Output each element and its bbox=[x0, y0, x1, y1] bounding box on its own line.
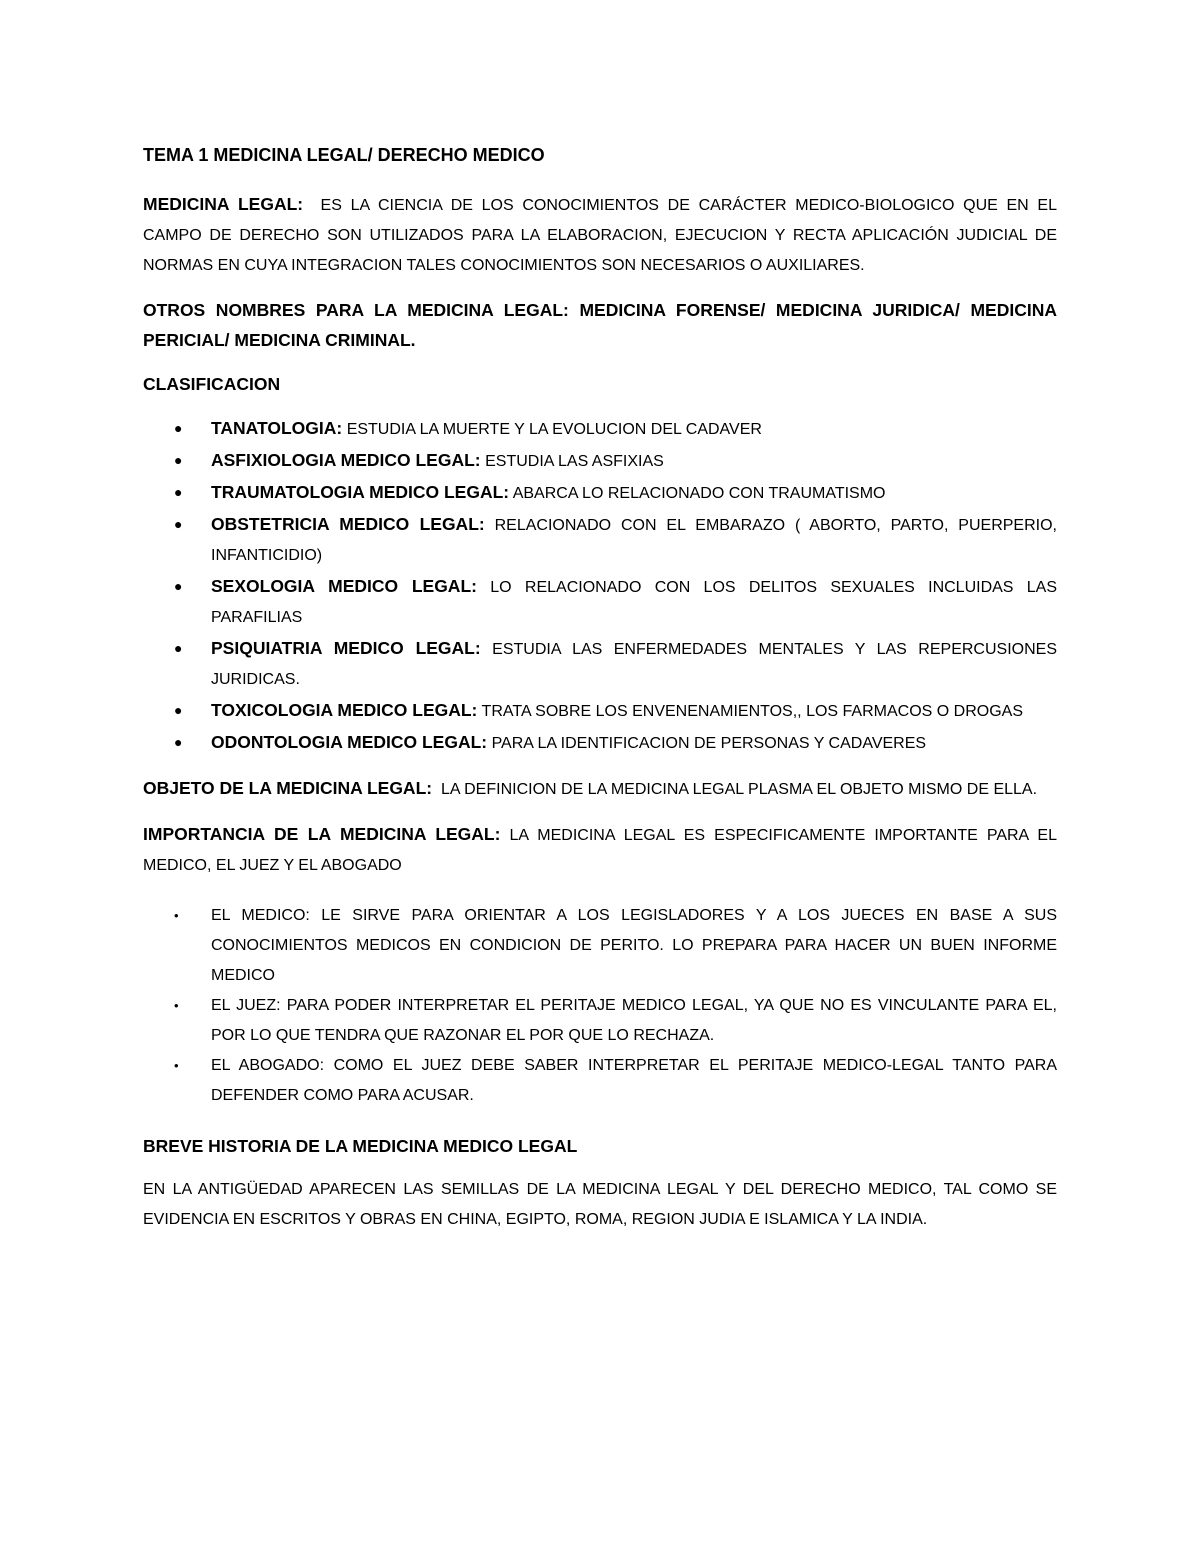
importance-paragraph bbox=[143, 819, 1057, 881]
list-item: • EL MEDICO: LE SIRVE PARA ORIENTAR A LOS LEGISLADORES Y A LOS JUECES EN BASE A SUS CONOCIMIENTOS MEDICOS EN CONDICION DE PERITO. LO PREPARA PARA HACER UN BUEN INFORME MEDICO bbox=[211, 901, 1057, 991]
bullet-icon: • bbox=[174, 1058, 179, 1073]
history-paragraph: EN LA ANTIGÜEDAD APARECEN LAS SEMILLAS DE LA MEDICINA LEGAL Y DEL DERECHO MEDICO, TAL COMO SE EVIDENCIA EN ESCRITOS Y OBRAS EN CHINA, EGIPTO, ROMA, REGION JUDIA E ISLAMICA Y LA INDIA. bbox=[143, 1181, 1057, 1228]
bullet-icon: ● bbox=[174, 578, 183, 594]
bullet-icon: ● bbox=[174, 702, 183, 718]
list-item: ● PSIQUIATRIA MEDICO LEGAL: ESTUDIA LAS ENFERMEDADES MENTALES Y LAS REPERCUSIONES JURIDICAS. bbox=[211, 633, 1057, 695]
list-item: ● TANATOLOGIA: ESTUDIA LA MUERTE Y LA EVOLUCION DEL CADAVER bbox=[211, 413, 1057, 445]
other-names-paragraph: OTROS NOMBRES PARA LA MEDICINA LEGAL: MEDICINA FORENSE/ MEDICINA JURIDICA/ MEDICINA PERICIAL/ MEDICINA CRIMINAL. bbox=[143, 300, 1057, 350]
bullet-icon: • bbox=[174, 908, 179, 923]
definition-text: ES LA CIENCIA DE LOS CONOCIMIENTOS DE CARÁCTER MEDICO-BIOLOGICO QUE EN EL CAMPO DE DERECHO SON UTILIZADOS PARA LA ELABORACION, EJECUCION Y RECTA APLICACIÓN JUDICIAL DE NORMAS EN CUYA INTEGRACION TALES CONOCIMIENTOS SON NECESARIOS O AUXILIARES. bbox=[143, 197, 1057, 274]
list-item: ● ASFIXIOLOGIA MEDICO LEGAL: ESTUDIA LAS ASFIXIAS bbox=[211, 445, 1057, 477]
bullet-icon: ● bbox=[174, 452, 183, 468]
object-paragraph bbox=[143, 773, 1057, 805]
history-heading: BREVE HISTORIA DE LA MEDICINA MEDICO LEGAL bbox=[143, 1136, 578, 1156]
list-item: ● OBSTETRICIA MEDICO LEGAL: RELACIONADO CON EL EMBARAZO ( ABORTO, PARTO, PUERPERIO, INFANTICIDIO) bbox=[211, 509, 1057, 571]
importance-text: LA MEDICINA LEGAL ES ESPECIFICAMENTE IMPORTANTE PARA EL MEDICO, EL JUEZ Y EL ABOGADO bbox=[143, 827, 1057, 874]
importance-label: IMPORTANCIA DE LA MEDICINA LEGAL: bbox=[143, 824, 501, 844]
bullet-icon: • bbox=[174, 998, 179, 1013]
bullet-icon: ● bbox=[174, 640, 183, 656]
list-item: • EL ABOGADO: COMO EL JUEZ DEBE SABER INTERPRETAR EL PERITAJE MEDICO-LEGAL TANTO PARA DEFENDER COMO PARA ACUSAR. bbox=[211, 1051, 1057, 1111]
list-item: ● TRAUMATOLOGIA MEDICO LEGAL: ABARCA LO RELACIONADO CON TRAUMATISMO bbox=[211, 477, 1057, 509]
list-item: ● ODONTOLOGIA MEDICO LEGAL: PARA LA IDENTIFICACION DE PERSONAS Y CADAVERES bbox=[211, 727, 1057, 759]
list-item: • EL JUEZ: PARA PODER INTERPRETAR EL PERITAJE MEDICO LEGAL, YA QUE NO ES VINCULANTE PARA EL, POR LO QUE TENDRA QUE RAZONAR EL POR QUE LO RECHAZA. bbox=[211, 991, 1057, 1051]
object-text: LA DEFINICION DE LA MEDICINA LEGAL PLASMA EL OBJETO MISMO DE ELLA. bbox=[440, 781, 1038, 798]
document-title: TEMA 1 MEDICINA LEGAL/ DERECHO MEDICO bbox=[143, 145, 545, 165]
definition-label: MEDICINA LEGAL: bbox=[143, 194, 304, 214]
definition-paragraph bbox=[143, 189, 1057, 281]
bullet-icon: ● bbox=[174, 420, 183, 436]
list-item: ● SEXOLOGIA MEDICO LEGAL: LO RELACIONADO CON LOS DELITOS SEXUALES INCLUIDAS LAS PARAFILIAS bbox=[211, 571, 1057, 633]
bullet-icon: ● bbox=[174, 734, 183, 750]
classification-heading: CLASIFICACION bbox=[143, 374, 281, 394]
importance-list bbox=[143, 901, 1057, 1111]
classification-list bbox=[143, 413, 1057, 759]
object-label: OBJETO DE LA MEDICINA LEGAL: bbox=[143, 778, 433, 798]
list-item: ● TOXICOLOGIA MEDICO LEGAL: TRATA SOBRE LOS ENVENENAMIENTOS,, LOS FARMACOS O DROGAS bbox=[211, 695, 1057, 727]
bullet-icon: ● bbox=[174, 484, 183, 500]
bullet-icon: ● bbox=[174, 516, 183, 532]
